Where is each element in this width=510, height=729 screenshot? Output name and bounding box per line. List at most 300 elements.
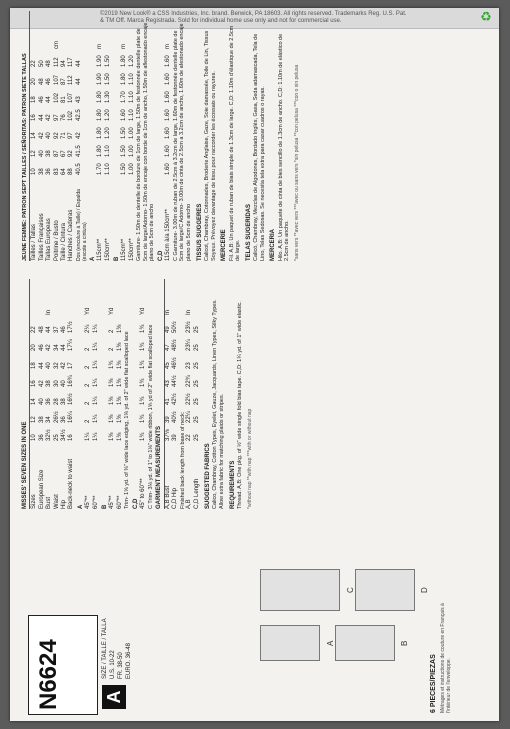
cell-value: 1¼ — [92, 324, 99, 333]
cell-value: 1¼ — [92, 342, 99, 351]
cell-value: 23 — [186, 362, 193, 369]
cell-value: 16¾ — [68, 375, 75, 387]
cell-value: 36 — [46, 168, 53, 175]
cell-value: 16 — [68, 434, 75, 441]
cell-value: 50½ — [172, 321, 179, 333]
cell-value: 44 — [61, 344, 68, 351]
table-row — [165, 279, 172, 509]
cell-value: 40 — [46, 132, 53, 139]
cell-value: 39 — [172, 434, 179, 441]
table-row — [54, 279, 61, 509]
cell-value: 22¾ — [186, 375, 193, 387]
cell-value: 112 — [68, 75, 75, 85]
row-label: 45" to 60"** — [140, 478, 147, 509]
cell-value: 1¼ — [85, 432, 92, 441]
cell-value: 40 — [38, 398, 45, 405]
cell-value: 1⅜ — [116, 396, 123, 405]
cell-value: 37 — [53, 326, 60, 333]
garment-title: GARMENT MEASUREMENTS — [156, 279, 164, 509]
table-row — [46, 11, 53, 261]
figure-a-drawing — [260, 625, 320, 661]
cell-value: 1¾ — [140, 396, 147, 405]
figure-b-label: B — [400, 640, 409, 646]
cell-value: 1¾ — [140, 414, 147, 423]
cell-value: 1.50 — [121, 127, 128, 139]
row-label: 45"** — [85, 495, 92, 509]
row-label: Tailles / Tallas — [31, 224, 38, 261]
cell-value: 14 — [31, 398, 38, 405]
cell-value: 38 — [38, 416, 45, 423]
row-label: Hip — [61, 499, 68, 509]
cell-value: 1¼ — [92, 360, 99, 369]
row-label: 150cm** — [104, 238, 111, 261]
cell-value: 25 — [193, 380, 200, 387]
cell-value: 46 — [38, 344, 45, 351]
size-us: U.S. 10-22 — [110, 650, 116, 679]
table-row — [85, 279, 92, 509]
cell-value: 25 — [193, 398, 200, 405]
cell-value: 20 — [31, 78, 38, 85]
cell-value: 16¼ — [68, 411, 75, 423]
cell-value: 67 — [61, 150, 68, 157]
cell-value: 107 — [68, 92, 75, 103]
row-unit: In — [46, 309, 53, 315]
table-row — [172, 279, 179, 509]
cell-value: 107 — [53, 74, 60, 85]
cell-value: 28 — [53, 398, 60, 405]
cell-value: 26½ — [53, 411, 60, 423]
table-row — [39, 279, 46, 509]
table-row — [93, 279, 100, 509]
row-label: Back-neck to waist — [68, 458, 75, 509]
cell-value: 1.70 — [97, 163, 104, 175]
pattern-envelope-back — [10, 8, 499, 721]
cell-value: 102 — [53, 92, 60, 103]
cell-value: 32 — [53, 362, 60, 369]
cell-value: 38 — [61, 398, 68, 405]
cell-value: 40½ — [172, 411, 179, 423]
row-unit — [68, 39, 75, 49]
cell-value: 1⅜ — [109, 432, 116, 441]
cell-value: 83 — [53, 168, 60, 175]
cell-value: 1.20 — [104, 109, 111, 121]
cell-value: 48½ — [172, 339, 179, 351]
cell-value: 46 — [61, 326, 68, 333]
row-unit — [39, 39, 46, 49]
cell-value: 1.60 — [121, 109, 128, 121]
row-unit — [61, 305, 68, 315]
cell-value: 44 — [38, 362, 45, 369]
row-unit: In — [186, 309, 193, 315]
cell-value: 1⅜ — [116, 432, 123, 441]
row-label: Bust — [46, 496, 53, 509]
cell-value: 18 — [31, 96, 38, 103]
row-label: A,B — [186, 499, 193, 509]
cell-value: 1.80 — [97, 127, 104, 139]
row-unit: m — [97, 44, 104, 49]
cell-value: 46½ — [172, 357, 179, 369]
row-unit — [68, 305, 75, 315]
cell-value: 1¼ — [92, 378, 99, 387]
cell-value: 1.80 — [97, 91, 104, 103]
size-euro: EURO. 36-48 — [126, 642, 132, 679]
row-label: Tallas Europeas — [46, 218, 53, 261]
cell-value: 1¼ — [92, 414, 99, 423]
cell-value: 1¼ — [92, 432, 99, 441]
telas-text: Calicó, Chambray, Mezclas de Algodones, Bordado Inglés, Gasa, Seda adamascada, Tela de Lino, Telas Sedosas. Se necesita tela extra para casar cuadros o rayas. — [253, 33, 266, 261]
merceria-title: MERCERIA — [270, 228, 277, 261]
cell-value: 17 — [68, 362, 75, 369]
section-label: B — [114, 256, 121, 261]
table-row — [31, 279, 38, 509]
cell-value: 45 — [164, 362, 171, 369]
cell-value: 46 — [46, 78, 53, 85]
copyright-line-1: ©2019 New Look® a CSS Industries, Inc. brand. Berwick, PA 18603. All rights reserved. Trademarks Reg. U.S. Pat. — [100, 11, 407, 17]
cell-value: 1.60 — [165, 145, 172, 157]
cell-value: 40 — [38, 150, 45, 157]
cell-value: 22¼ — [186, 411, 193, 423]
jeune-title: JEUNE FEMME: PATRON SEPT TAILLES / SEÑORITAS: PATRON SIETE TALLAS — [22, 11, 30, 261]
cell-value: 1⅜ — [116, 342, 123, 351]
cell-value: 92 — [68, 150, 75, 157]
pattern-number: N6624 — [35, 639, 62, 710]
cell-value: 44 — [46, 326, 53, 333]
row-unit — [117, 305, 124, 315]
table-row — [39, 11, 46, 261]
cell-value: 76 — [61, 114, 68, 121]
cell-value: 81 — [61, 96, 68, 103]
cell-value: 48 — [38, 326, 45, 333]
telas-title: TELAS SUGERIDAS — [245, 203, 252, 261]
cell-value: 14 — [31, 132, 38, 139]
cell-value: 87 — [53, 150, 60, 157]
cell-value: 1.00 — [128, 145, 135, 157]
row-unit — [172, 305, 179, 315]
row-label: 150cm** — [128, 238, 135, 261]
cell-value: 42 — [61, 362, 68, 369]
recycle-icon: ♻ — [480, 9, 492, 24]
table-row — [61, 11, 68, 261]
jeune-femme-table — [22, 11, 301, 261]
row-unit — [194, 305, 201, 315]
cell-value: 1.10 — [128, 109, 135, 121]
trim-note: C Trim- 3⅛ yd. of 1" to 1⅛" wide ribbon, 1⅝ yd of 2" wide flat scalloped lace — [147, 324, 154, 509]
table-row — [194, 279, 201, 509]
cell-value: 20 — [31, 344, 38, 351]
section-label: A — [77, 504, 84, 509]
cell-value: 44 — [75, 60, 82, 67]
cell-value: 102 — [68, 110, 75, 121]
cell-value: 34½ — [61, 429, 68, 441]
row-label: Hanches / Caderas — [68, 209, 75, 261]
cell-value: 1¾ — [140, 342, 147, 351]
rotated-content — [10, 8, 499, 721]
cell-value: 1.50 — [121, 163, 128, 175]
figure-a-label: A — [326, 640, 335, 646]
row-label: Tailles Françaises — [38, 213, 45, 261]
table-row — [186, 279, 193, 509]
table-row — [46, 279, 53, 509]
size-letter: A — [102, 685, 126, 709]
cell-value: 48 — [46, 60, 53, 67]
cell-value: 2 — [85, 365, 92, 369]
cell-value: 1⅜ — [109, 396, 116, 405]
trim-note: C Garniture- 3.00m de ruban de 2.5cm à 3.2cm de large, 1.60m de festonnée dentelle plate de 5cm de large/C Adorno- 3.00m de cinta de 2.5cm a 3.2cm de ancho, 1.60m de afestonado encaje plano de 5cm de ancho — [172, 23, 193, 261]
cell-value: 50 — [38, 60, 45, 67]
row-label: C,D Hip — [172, 487, 179, 509]
cell-value: 42 — [38, 132, 45, 139]
cell-value: 10 — [31, 434, 38, 441]
cell-value: 36 — [61, 416, 68, 423]
row-label: Poitrine / Busto — [53, 220, 60, 261]
cell-value: 44 — [75, 78, 82, 85]
cell-value: 2 — [109, 347, 116, 351]
table-row — [117, 279, 124, 509]
row-unit — [54, 305, 61, 315]
cell-value: 42½ — [172, 393, 179, 405]
cell-value: 36 — [38, 434, 45, 441]
envelope-left-column — [10, 511, 499, 721]
mercerie-text: Fil. A,B: Un paquet de ruban de biais simple de 1.3cm de large. C,D: 1.10m d'élastique de 2.5cm de large. — [228, 25, 242, 261]
cell-value: 92 — [53, 132, 60, 139]
figure-c-drawing — [260, 569, 340, 611]
row-unit — [39, 305, 46, 315]
cell-value: 1¾ — [140, 432, 147, 441]
cell-value: 1.10 — [104, 145, 111, 157]
row-label: 45"** — [109, 495, 116, 509]
figure-b-drawing — [335, 625, 395, 661]
cell-value: 1⅜ — [116, 414, 123, 423]
cell-value: 22 — [31, 326, 38, 333]
cell-value: 42 — [38, 380, 45, 387]
row-unit — [31, 305, 38, 315]
cell-value: 2 — [85, 401, 92, 405]
cell-value: 1.90 — [97, 55, 104, 67]
cell-value: 18 — [31, 362, 38, 369]
cell-value: 1.60 — [165, 163, 172, 175]
cell-value: 42 — [46, 114, 53, 121]
table-row — [109, 279, 116, 509]
cell-value: 1.80 — [97, 109, 104, 121]
section-label: B — [102, 504, 109, 509]
cell-value: 117 — [68, 57, 75, 67]
cell-value: 42.5 — [75, 109, 82, 121]
cell-value: 16 — [31, 114, 38, 121]
cell-value: 22 — [31, 60, 38, 67]
row-label: C,D Length — [193, 478, 200, 509]
row-unit — [76, 39, 88, 49]
cell-value: 1.10 — [128, 73, 135, 85]
table-row — [68, 279, 75, 509]
table-row — [76, 11, 88, 261]
cell-value: 1¼ — [92, 396, 99, 405]
cell-value: 38 — [46, 380, 53, 387]
cell-value: 34 — [46, 416, 53, 423]
cell-value: 42 — [46, 344, 53, 351]
cell-value: 1.50 — [121, 145, 128, 157]
cell-value: 112 — [53, 57, 60, 67]
cell-value: 48 — [38, 78, 45, 85]
copyright-line-2: & TM Off. Marca Registrada. Sold for individual home use only and not for commercial use. — [100, 18, 342, 24]
trim-note: Finished back length from base of neck: — [179, 411, 186, 509]
mercerie-title: MERCERIE — [221, 229, 228, 261]
cell-value: 1⅜ — [116, 378, 123, 387]
cell-value: 16½ — [68, 393, 75, 405]
trim-note: Trim- 1⅝ yd. of ⅜" wide lace edging, 1⅜ yd. of 2" wide flat scalloped lace — [124, 331, 131, 509]
cell-value: 38 — [38, 168, 45, 175]
cell-value: 32½ — [46, 429, 53, 441]
merceria-text: Hilo. A,B: Un paquete de cinta de bies sencillo de 1.3cm de ancho. C,D: 1.10m de elástico de 2.5cm de ancho. — [277, 33, 291, 261]
table-row — [105, 11, 112, 261]
cell-value: 1¾ — [140, 360, 147, 369]
trim-note: Garniture- 1.50m de dentelle de bordure de 1cm de large, 1.50m de festonnée dentelle plate de 5cm de large/Adorno- 1.50m de encaje con borde de 1cm de ancho, 1.50m de aflestonado encaje plano de 5cm de ancho — [136, 22, 156, 261]
row-label: European Size — [38, 469, 45, 509]
cell-value: 37⅛ — [164, 429, 171, 441]
size-fr: FR. 38-50 — [118, 652, 124, 679]
cell-value: 1¾ — [140, 324, 147, 333]
cell-value: 10 — [31, 168, 38, 175]
row-label: A,B Bust — [164, 485, 171, 509]
cell-value: 1¾ — [140, 378, 147, 387]
cell-value: 1.70 — [121, 91, 128, 103]
cell-value: 1.20 — [104, 127, 111, 139]
row-unit: Yd — [140, 307, 147, 315]
cell-value: 22½ — [186, 393, 193, 405]
section-label: C,D — [132, 498, 139, 509]
cell-value: 47 — [164, 344, 171, 351]
row-label: 115cm** — [97, 238, 104, 261]
section-label: A — [89, 256, 96, 261]
cell-value: 1.90 — [97, 73, 104, 85]
cell-value: 34 — [53, 344, 60, 351]
requirements-text: Thread. A,B: One pkg. of ½" wide single fold bias tape. C,D: 1¼ yd. of 1" wide elastic. — [236, 301, 243, 509]
cell-value: 88 — [68, 168, 75, 175]
pieces-title: 6 PIECES/PIEZAS — [430, 654, 437, 713]
table-row — [140, 279, 147, 509]
cell-value: 42 — [75, 132, 82, 139]
misses-footnote: *without nap **with nap ***with or without nap — [246, 408, 253, 509]
jeune-footnote: *sans vers **avec vers ***avec ou sans vers *sin pelusa **con pelusa ***con o sin pelusa — [294, 64, 301, 261]
cell-value: 2¼ — [85, 324, 92, 333]
cell-value: 25 — [193, 416, 200, 423]
cell-value: 1.10 — [128, 91, 135, 103]
table-row — [121, 11, 128, 261]
row-unit: Yd — [109, 307, 116, 315]
cell-value: 1⅜ — [109, 378, 116, 387]
cell-value: 43 — [164, 380, 171, 387]
cell-value: 1.60 — [165, 91, 172, 103]
cell-value: 25 — [193, 362, 200, 369]
pieces-note: Métrages et instructions de couture en Français à l'intérieur de l'enveloppe. — [440, 603, 452, 713]
cell-value: 39 — [164, 416, 171, 423]
cell-value: 25 — [193, 434, 200, 441]
row-unit: Yd — [85, 307, 92, 315]
size-info — [102, 615, 152, 715]
cell-value: 1.80 — [121, 73, 128, 85]
cell-value: 2 — [85, 419, 92, 423]
cell-value: 64 — [61, 168, 68, 175]
cell-value: 17¼ — [68, 339, 75, 351]
cell-value: 40 — [46, 362, 53, 369]
misses-title: MISSES' SEVEN SIZES IN ONE — [22, 279, 30, 509]
cell-value: 12 — [31, 150, 38, 157]
cell-value: 23½ — [186, 321, 193, 333]
table-row — [165, 11, 172, 261]
cell-value: 40.5 — [75, 163, 82, 175]
cell-value: 17½ — [68, 321, 75, 333]
row-unit — [129, 39, 136, 49]
size-label: SIZE / TAILLE / TALLA — [102, 618, 108, 679]
cell-value: 1.80 — [121, 55, 128, 67]
cell-value: 1.00 — [128, 163, 135, 175]
cell-value: 1.10 — [104, 163, 111, 175]
tissus-text: Calicot, Chambray, Cotonnades, Broderie Anglaise, Gaze, Soie damassée, Toile de Lin, Tissus Soyeux. Prévoyez davantage de tissu pour raccorder les écossais ou rayures. — [204, 30, 217, 261]
cell-value: 43 — [75, 96, 82, 103]
table-row — [54, 11, 61, 261]
cell-value: 1.60 — [165, 127, 172, 139]
cell-value: 1.20 — [128, 55, 135, 67]
cell-value: 25 — [53, 434, 60, 441]
row-label: 60"** — [116, 495, 123, 509]
cell-value: 25 — [193, 344, 200, 351]
cell-value: 1.30 — [104, 91, 111, 103]
row-unit — [46, 39, 53, 49]
cell-value: 44 — [38, 114, 45, 121]
cell-value: 46 — [38, 96, 45, 103]
cell-value: 1⅜ — [109, 414, 116, 423]
size-box — [28, 615, 98, 715]
row-label: 115cm** — [121, 238, 128, 261]
cell-value: 97 — [53, 114, 60, 121]
cell-value: 12 — [31, 416, 38, 423]
figure-c-label: C — [346, 587, 355, 593]
cell-value: 87 — [61, 78, 68, 85]
row-label: Taille / Cintura — [61, 222, 68, 261]
row-unit: m — [165, 44, 172, 49]
cell-value: 16 — [31, 380, 38, 387]
cell-value: 49 — [164, 326, 171, 333]
table-row — [129, 11, 136, 261]
row-label: 60"** — [92, 495, 99, 509]
cell-value: 44½ — [172, 375, 179, 387]
figure-d-label: D — [420, 587, 429, 593]
cell-value: 1⅜ — [116, 324, 123, 333]
cell-value: 1⅜ — [116, 360, 123, 369]
misses-table — [22, 279, 254, 509]
cell-value: 22 — [186, 434, 193, 441]
cell-value: 1.00 — [128, 127, 135, 139]
cell-value: 41 — [164, 398, 171, 405]
cell-value: 1¾ — [109, 360, 116, 369]
cell-value: 23¼ — [186, 339, 193, 351]
cell-value: 1.80 — [97, 145, 104, 157]
row-unit: In — [164, 309, 171, 315]
cell-value: 94 — [61, 60, 68, 67]
table-row — [97, 11, 104, 261]
cell-value: 71 — [61, 132, 68, 139]
row-unit — [61, 39, 68, 49]
cell-value: 1.60 — [165, 73, 172, 85]
section-label: C,D — [158, 250, 165, 261]
row-unit: cm — [53, 41, 60, 49]
row-unit — [31, 39, 38, 49]
row-label: Dos (encolure à Taille) / Espalda (escote a cintura) — [75, 189, 88, 261]
cell-value: 1.50 — [104, 55, 111, 67]
cell-value: 38 — [46, 150, 53, 157]
table-row — [68, 11, 75, 261]
fabrics-title: SUGGESTED FABRICS — [204, 443, 211, 509]
cell-value: 2 — [85, 347, 92, 351]
